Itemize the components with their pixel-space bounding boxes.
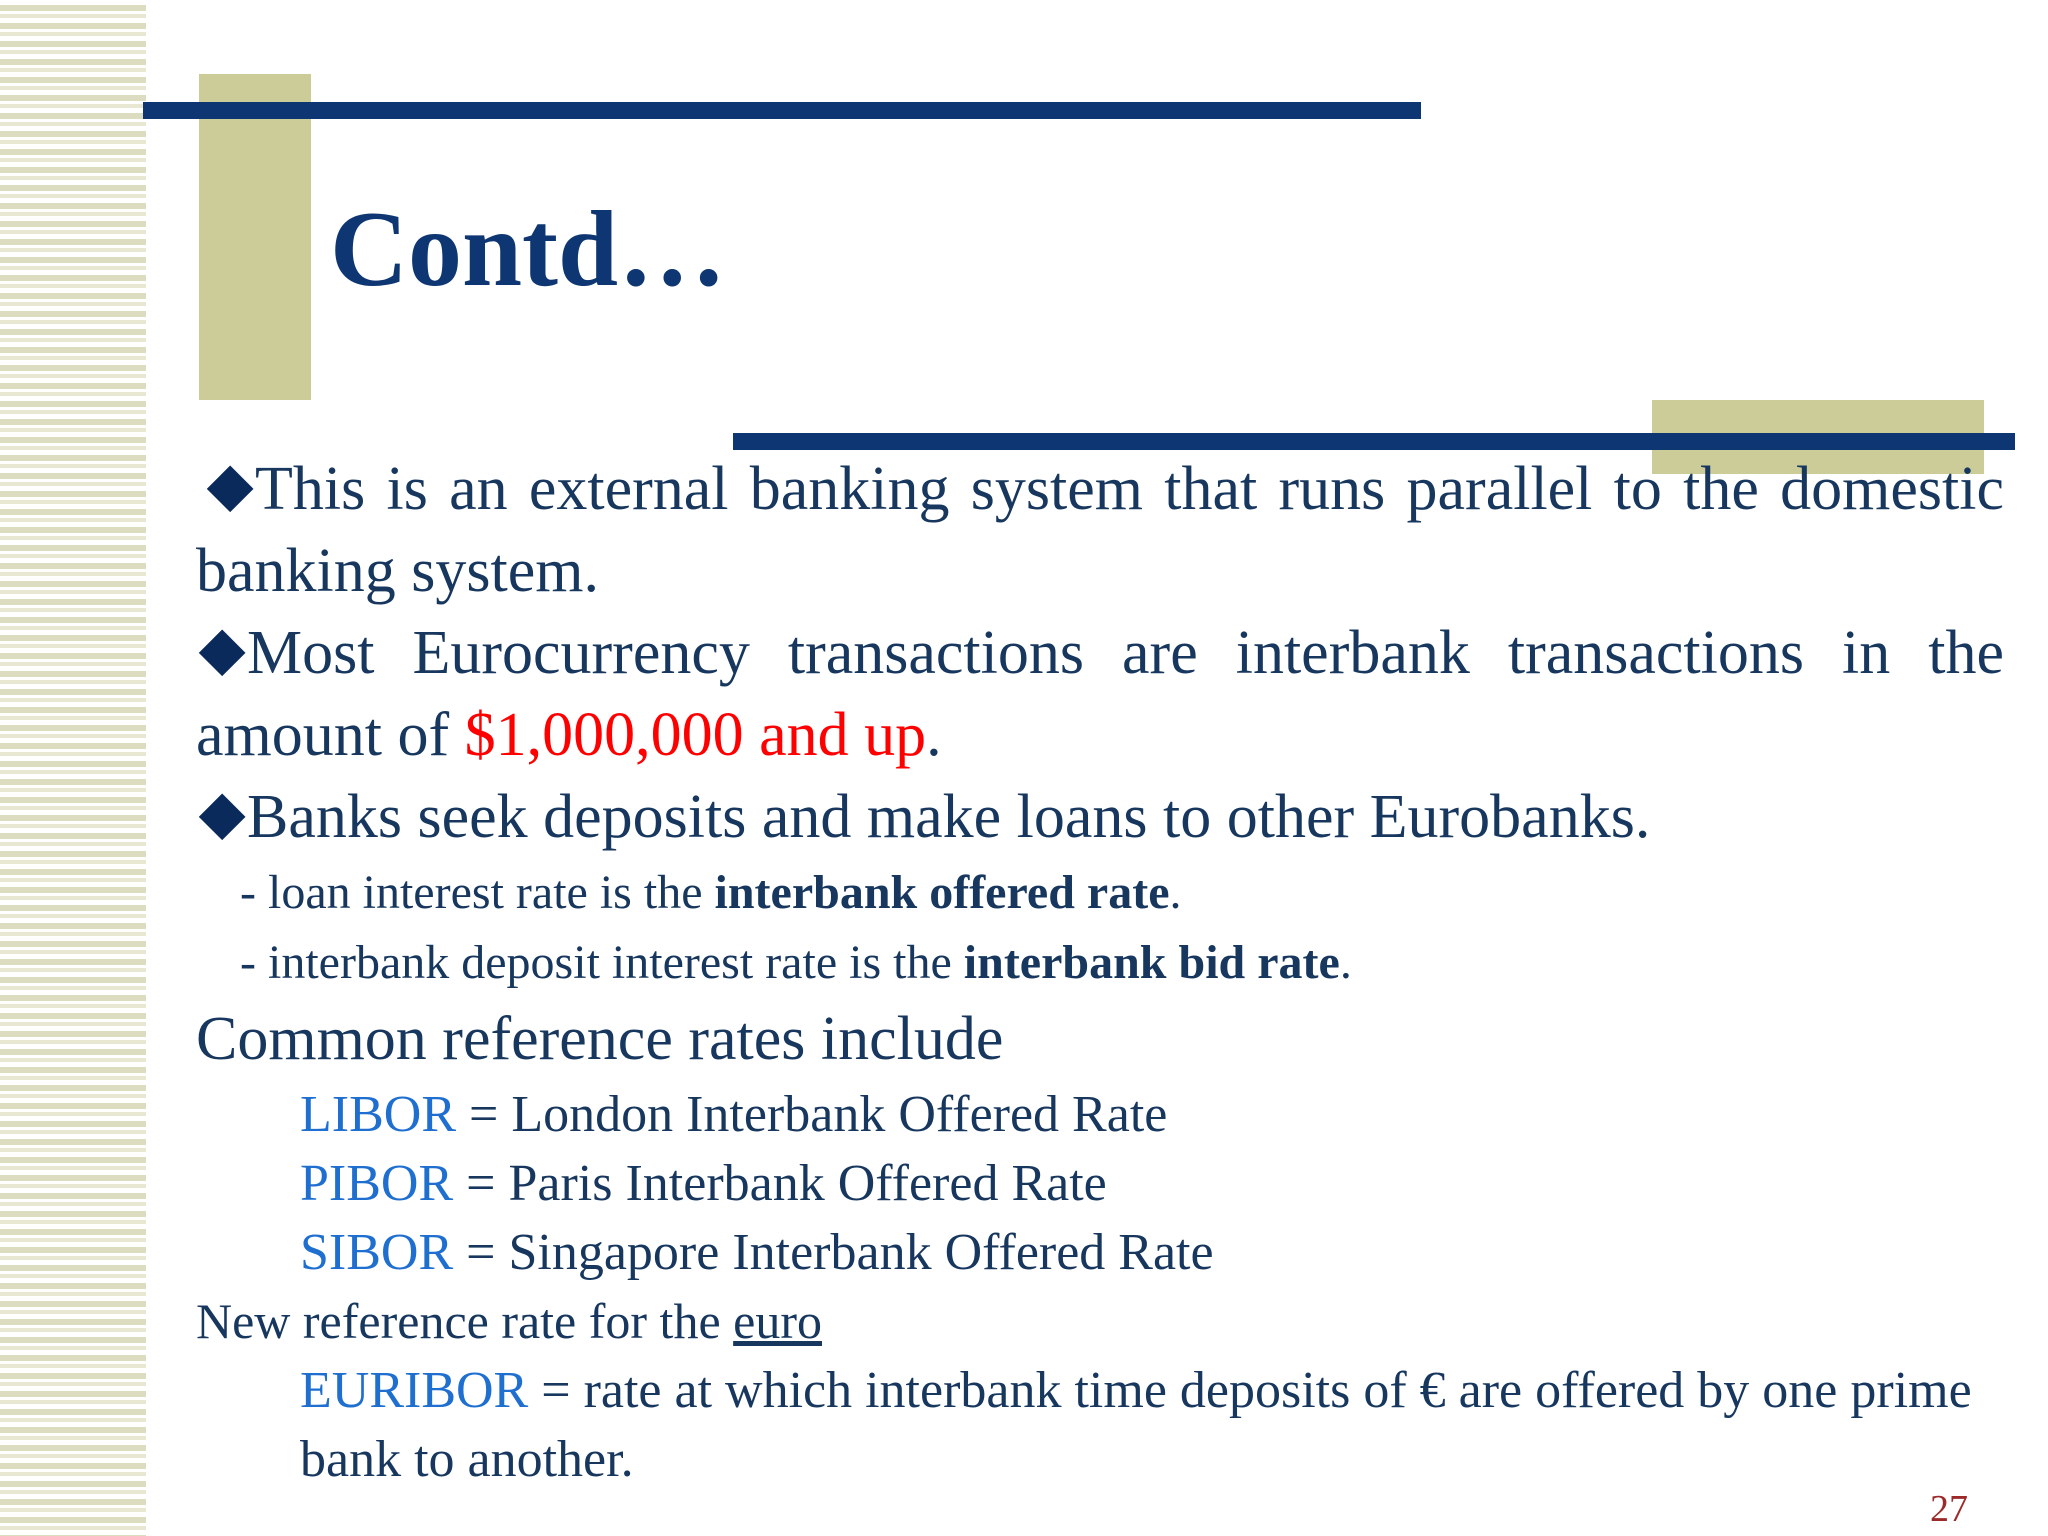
sub-point-suffix: . [1339, 936, 1352, 989]
euribor-definition: = rate at which interbank time deposits of € are offered by one prime bank to another. [300, 1362, 1972, 1488]
sub-point [240, 928, 2004, 998]
bullet-text-suffix: . [926, 701, 942, 769]
rate-abbreviation: SIBOR [300, 1224, 454, 1281]
slide-title: Contd… [330, 190, 727, 309]
decorative-tan-block-left [199, 74, 311, 400]
sub-point-suffix: . [1169, 866, 1182, 919]
common-rates-heading: Common reference rates include [196, 1005, 1004, 1073]
decorative-top-bar [143, 102, 1421, 119]
diamond-bullet-icon [207, 466, 254, 513]
sub-point-prefix: - loan interest rate is the [240, 866, 715, 919]
bullet-item [196, 612, 2004, 776]
rate-definition: = London Interbank Offered Rate [456, 1086, 1168, 1143]
bullet-text: Banks seek deposits and make loans to other Eurobanks. [247, 783, 1651, 851]
euro-heading [196, 1287, 2004, 1356]
decorative-stripes [0, 0, 146, 1536]
sub-point-prefix: - interbank deposit interest rate is the [240, 936, 964, 989]
reference-rate-item [300, 1080, 2004, 1149]
diamond-bullet-icon [199, 630, 246, 677]
slide-content [196, 448, 2004, 1494]
rate-abbreviation: PIBOR [300, 1155, 454, 1212]
reference-rate-item [300, 1218, 2004, 1287]
sub-point-bold: interbank bid rate [963, 936, 1340, 989]
bullet-item [196, 448, 2004, 612]
reference-rate-item [300, 1149, 2004, 1218]
euribor-abbreviation: EURIBOR [300, 1362, 529, 1419]
rate-definition: = Singapore Interbank Offered Rate [453, 1224, 1214, 1281]
page-number: 27 [1930, 1488, 1968, 1530]
euribor-item [300, 1356, 2004, 1494]
euro-heading-prefix: New reference rate for the [196, 1293, 734, 1349]
bullet-text: This is an external banking system that runs parallel to the domestic banking system. [196, 455, 2004, 605]
bullet-item [196, 776, 2004, 858]
euro-heading-underlined: euro [733, 1293, 822, 1349]
rate-definition: = Paris Interbank Offered Rate [453, 1155, 1107, 1212]
sub-point [240, 858, 2004, 928]
rate-abbreviation: LIBOR [300, 1086, 456, 1143]
highlight-amount: $1,000,000 and up [464, 701, 927, 769]
diamond-bullet-icon [199, 794, 246, 841]
sub-point-bold: interbank offered rate [714, 866, 1170, 919]
bullet-text: Most Eurocurrency transactions are interbank transactions in the amount of [196, 619, 2004, 769]
